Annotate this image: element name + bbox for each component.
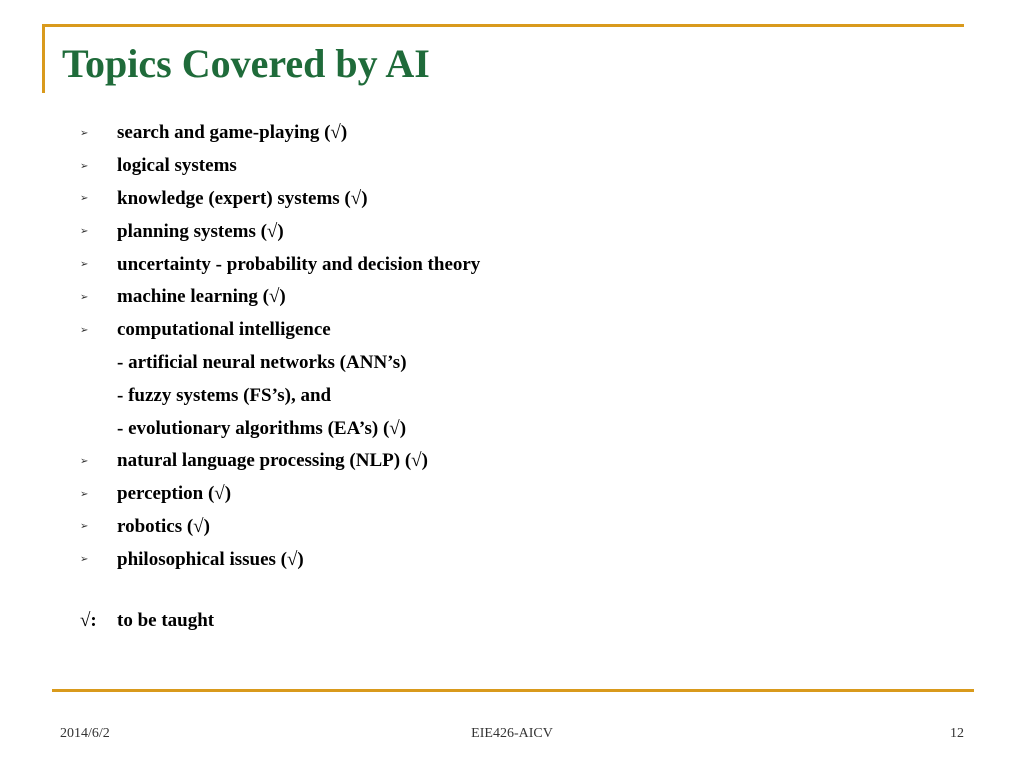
legend-symbol: √: (80, 610, 97, 631)
bullet-arrow-icon: ➢ (80, 455, 89, 467)
topic-text: logical systems (117, 155, 237, 177)
slide-title: Topics Covered by AI (62, 41, 430, 86)
topic-text: philosophical issues (√) (117, 548, 304, 570)
topic-text: knowledge (expert) systems (√) (117, 187, 368, 209)
bullet-arrow-icon: ➢ (80, 193, 89, 205)
bullet-arrow-icon: ➢ (80, 259, 89, 271)
topic-item (80, 183, 480, 216)
footer-page-number: 12 (950, 726, 964, 741)
topic-text: perception (√) (117, 483, 232, 505)
topic-item (80, 117, 480, 150)
topic-item (80, 445, 480, 478)
topic-text: natural language processing (NLP) (√) (117, 450, 428, 472)
topic-item (80, 314, 480, 347)
bullet-arrow-icon: ➢ (80, 324, 89, 336)
bullet-arrow-icon: ➢ (80, 226, 89, 238)
topic-text: uncertainty - probability and decision theory (117, 253, 481, 275)
title-top-rule (42, 24, 964, 27)
topic-item (80, 511, 480, 544)
bullet-arrow-icon: ➢ (80, 488, 89, 500)
topic-item (80, 215, 480, 248)
topic-list (80, 117, 480, 576)
topic-text: search and game-playing (√) (117, 122, 348, 144)
topic-item (80, 248, 480, 281)
bullet-arrow-icon: ➢ (80, 127, 89, 139)
bullet-arrow-icon: ➢ (80, 160, 89, 172)
topic-item (80, 412, 480, 445)
footer-rule (52, 689, 974, 692)
topic-text: - artificial neural networks (ANN’s) (117, 351, 407, 373)
bullet-arrow-icon: ➢ (80, 291, 89, 303)
topic-item (80, 281, 480, 314)
topic-text: - evolutionary algorithms (EA’s) (√) (117, 417, 407, 439)
topic-item (80, 347, 480, 380)
legend (80, 605, 214, 637)
bullet-arrow-icon: ➢ (80, 521, 89, 533)
topic-item (80, 478, 480, 511)
footer-course: EIE426-AICV (471, 726, 553, 741)
topic-text: robotics (√) (117, 515, 210, 537)
legend-text: to be taught (117, 610, 215, 631)
topic-text: - fuzzy systems (FS’s), and (117, 384, 332, 406)
title-side-rule (42, 26, 45, 93)
topic-item (80, 379, 480, 412)
footer-date: 2014/6/2 (60, 726, 110, 741)
topic-text: planning systems (√) (117, 220, 284, 242)
bullet-arrow-icon: ➢ (80, 554, 89, 566)
topic-text: machine learning (√) (117, 286, 286, 308)
topic-item (80, 543, 480, 576)
topic-item (80, 150, 480, 183)
topic-text: computational intelligence (117, 319, 331, 341)
